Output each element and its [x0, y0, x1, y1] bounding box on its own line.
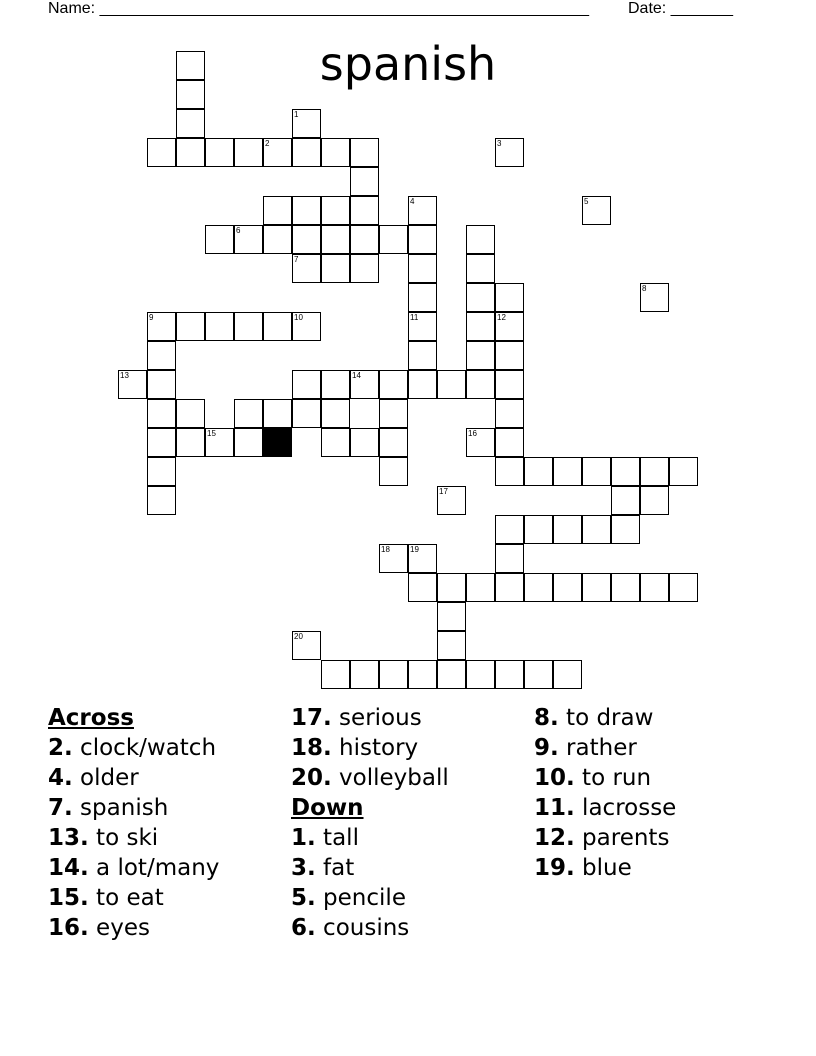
grid-cell[interactable] [408, 660, 437, 689]
clue-number: 7 [294, 255, 299, 264]
grid-cell[interactable] [118, 370, 147, 399]
grid-cell[interactable] [495, 399, 524, 428]
grid-cell[interactable] [466, 428, 495, 457]
grid-cell[interactable] [495, 660, 524, 689]
grid-cell[interactable] [292, 399, 321, 428]
clue-item-text: tall [315, 825, 359, 851]
clue-item-text: older [72, 765, 139, 791]
clue-item-number: 14. [48, 855, 89, 881]
clue-number: 20 [294, 632, 303, 641]
clue-item [291, 703, 449, 733]
grid-cell[interactable] [495, 138, 524, 167]
grid-cell[interactable] [408, 573, 437, 602]
clue-number: 8 [642, 284, 647, 293]
grid-cell[interactable] [582, 515, 611, 544]
clue-number: 12 [497, 313, 506, 322]
clue-number: 6 [236, 226, 241, 235]
grid-block [263, 428, 292, 457]
grid-cell[interactable] [408, 312, 437, 341]
grid-cell[interactable] [147, 428, 176, 457]
grid-cell[interactable] [379, 544, 408, 573]
grid-cell[interactable] [379, 660, 408, 689]
clue-item-text: to eat [88, 885, 164, 911]
clue-item-text: to draw [558, 705, 654, 731]
grid-cell[interactable] [292, 109, 321, 138]
clue-item [48, 883, 219, 913]
clue-item-number: 15. [48, 885, 89, 911]
clue-item [291, 883, 449, 913]
grid-cell[interactable] [466, 573, 495, 602]
grid-cell[interactable] [466, 370, 495, 399]
grid-cell[interactable] [292, 312, 321, 341]
clue-item-number: 13. [48, 825, 89, 851]
clue-item [534, 853, 676, 883]
clue-item-number: 10. [534, 765, 575, 791]
clue-item-number: 8. [534, 705, 559, 731]
grid-cell[interactable] [263, 312, 292, 341]
grid-cell[interactable] [553, 660, 582, 689]
grid-cell[interactable] [553, 515, 582, 544]
clue-item-number: 11. [534, 795, 575, 821]
grid-cell[interactable] [321, 660, 350, 689]
grid-cell[interactable] [553, 457, 582, 486]
clue-item-text: to run [574, 765, 652, 791]
grid-cell[interactable] [147, 370, 176, 399]
clue-number: 19 [410, 545, 419, 554]
grid-cell[interactable] [147, 399, 176, 428]
grid-cell[interactable] [408, 196, 437, 225]
clue-number: 3 [497, 139, 502, 148]
grid-cell[interactable] [408, 544, 437, 573]
grid-cell[interactable] [234, 312, 263, 341]
grid-cell[interactable] [350, 370, 379, 399]
grid-cell[interactable] [495, 312, 524, 341]
grid-cell[interactable] [205, 225, 234, 254]
grid-cell[interactable] [611, 486, 640, 515]
grid-cell[interactable] [321, 225, 350, 254]
grid-cell[interactable] [379, 457, 408, 486]
clue-item [48, 853, 219, 883]
clue-item [48, 793, 219, 823]
grid-cell[interactable] [263, 196, 292, 225]
grid-cell[interactable] [495, 283, 524, 312]
grid-cell[interactable] [292, 196, 321, 225]
clue-number: 15 [207, 429, 216, 438]
clue-item-number: 1. [291, 825, 316, 851]
grid-cell[interactable] [524, 573, 553, 602]
grid-cell[interactable] [437, 573, 466, 602]
clue-number: 13 [120, 371, 129, 380]
clue-item-text: fat [315, 855, 355, 881]
grid-cell[interactable] [408, 254, 437, 283]
clue-number: 10 [294, 313, 303, 322]
date-field[interactable]: Date: _______ [628, 0, 733, 17]
grid-cell[interactable] [234, 225, 263, 254]
clue-item-number: 20. [291, 765, 332, 791]
clue-item-text: lacrosse [574, 795, 677, 821]
clue-item [291, 853, 449, 883]
clue-number: 14 [352, 371, 361, 380]
grid-cell[interactable] [147, 312, 176, 341]
clue-item-number: 6. [291, 915, 316, 941]
grid-cell[interactable] [350, 660, 379, 689]
grid-cell[interactable] [408, 341, 437, 370]
grid-cell[interactable] [350, 167, 379, 196]
grid-cell[interactable] [263, 399, 292, 428]
grid-cell[interactable] [234, 428, 263, 457]
clue-number: 16 [468, 429, 477, 438]
grid-cell[interactable] [321, 196, 350, 225]
clue-item [291, 733, 449, 763]
grid-cell[interactable] [321, 399, 350, 428]
grid-cell[interactable] [640, 283, 669, 312]
grid-cell[interactable] [176, 51, 205, 80]
clue-item [291, 913, 449, 943]
clue-column-3 [534, 703, 676, 883]
clue-number: 5 [584, 197, 589, 206]
grid-cell[interactable] [321, 370, 350, 399]
grid-cell[interactable] [495, 515, 524, 544]
clue-item-number: 4. [48, 765, 73, 791]
clue-number: 9 [149, 313, 154, 322]
puzzle-title: spanish [319, 37, 497, 91]
clue-column-1 [48, 703, 219, 943]
clue-item-text: blue [574, 855, 632, 881]
clue-item-text: rather [558, 735, 637, 761]
grid-cell[interactable] [640, 573, 669, 602]
clue-item-text: history [331, 735, 419, 761]
grid-cell[interactable] [437, 602, 466, 631]
grid-cell[interactable] [495, 341, 524, 370]
grid-cell[interactable] [466, 283, 495, 312]
grid-cell[interactable] [350, 428, 379, 457]
grid-cell[interactable] [495, 544, 524, 573]
clue-item [48, 913, 219, 943]
grid-cell[interactable] [495, 428, 524, 457]
grid-cell[interactable] [379, 370, 408, 399]
clue-item-number: 12. [534, 825, 575, 851]
grid-cell[interactable] [437, 631, 466, 660]
clue-item [291, 763, 449, 793]
grid-cell[interactable] [234, 399, 263, 428]
clue-item-number: 18. [291, 735, 332, 761]
grid-cell[interactable] [466, 312, 495, 341]
name-field[interactable]: Name: _______________________________________________________ [48, 0, 589, 17]
grid-cell[interactable] [611, 515, 640, 544]
grid-cell[interactable] [292, 225, 321, 254]
grid-cell[interactable] [205, 138, 234, 167]
grid-cell[interactable] [524, 515, 553, 544]
grid-cell[interactable] [379, 399, 408, 428]
grid-cell[interactable] [611, 573, 640, 602]
grid-cell[interactable] [379, 428, 408, 457]
across-heading: Across [48, 705, 134, 731]
grid-cell[interactable] [582, 196, 611, 225]
clue-item-text: a lot/many [88, 855, 220, 881]
clue-item-text: to ski [88, 825, 159, 851]
grid-cell[interactable] [669, 457, 698, 486]
grid-cell[interactable] [350, 138, 379, 167]
grid-cell[interactable] [176, 109, 205, 138]
clue-item [534, 703, 676, 733]
grid-cell[interactable] [205, 312, 234, 341]
grid-cell[interactable] [466, 660, 495, 689]
grid-cell[interactable] [350, 225, 379, 254]
grid-cell[interactable] [640, 486, 669, 515]
grid-cell[interactable] [263, 225, 292, 254]
grid-cell[interactable] [640, 457, 669, 486]
grid-cell[interactable] [292, 254, 321, 283]
grid-cell[interactable] [669, 573, 698, 602]
grid-cell[interactable] [321, 428, 350, 457]
clue-item-number: 17. [291, 705, 332, 731]
clue-item-text: cousins [315, 915, 410, 941]
grid-cell[interactable] [147, 457, 176, 486]
grid-cell[interactable] [176, 80, 205, 109]
grid-cell[interactable] [495, 457, 524, 486]
grid-cell[interactable] [437, 660, 466, 689]
clue-item [48, 823, 219, 853]
grid-cell[interactable] [292, 138, 321, 167]
grid-cell[interactable] [147, 486, 176, 515]
clue-item [291, 823, 449, 853]
grid-cell[interactable] [292, 370, 321, 399]
clue-item-number: 3. [291, 855, 316, 881]
grid-cell[interactable] [495, 370, 524, 399]
grid-cell[interactable] [408, 370, 437, 399]
clue-column-2 [291, 703, 449, 943]
grid-cell[interactable] [176, 428, 205, 457]
grid-cell[interactable] [176, 312, 205, 341]
grid-cell[interactable] [553, 573, 582, 602]
clue-item [48, 763, 219, 793]
grid-cell[interactable] [437, 370, 466, 399]
down-heading: Down [291, 795, 364, 821]
grid-cell[interactable] [234, 138, 263, 167]
grid-cell[interactable] [408, 225, 437, 254]
grid-cell[interactable] [524, 457, 553, 486]
clue-item-text: pencile [315, 885, 406, 911]
grid-cell[interactable] [147, 341, 176, 370]
grid-cell[interactable] [176, 138, 205, 167]
grid-cell[interactable] [582, 457, 611, 486]
clue-item [534, 823, 676, 853]
grid-cell[interactable] [205, 428, 234, 457]
clue-number: 11 [410, 313, 419, 322]
clue-item [534, 733, 676, 763]
clue-item-number: 7. [48, 795, 73, 821]
grid-cell[interactable] [408, 283, 437, 312]
grid-cell[interactable] [495, 573, 524, 602]
clue-number: 2 [265, 139, 270, 148]
grid-cell[interactable] [321, 138, 350, 167]
clue-item-number: 5. [291, 885, 316, 911]
grid-cell[interactable] [524, 660, 553, 689]
grid-cell[interactable] [466, 341, 495, 370]
grid-cell[interactable] [466, 254, 495, 283]
clue-number: 18 [381, 545, 390, 554]
clue-item-text: volleyball [331, 765, 449, 791]
grid-cell[interactable] [379, 225, 408, 254]
clue-item [534, 793, 676, 823]
clue-item-number: 2. [48, 735, 73, 761]
grid-cell[interactable] [292, 631, 321, 660]
clue-number: 17 [439, 487, 448, 496]
grid-cell[interactable] [321, 254, 350, 283]
clue-item-number: 9. [534, 735, 559, 761]
clue-item-text: serious [331, 705, 422, 731]
clue-item [534, 763, 676, 793]
grid-cell[interactable] [350, 196, 379, 225]
clue-item-text: clock/watch [72, 735, 217, 761]
clue-item [48, 733, 219, 763]
clue-item-number: 19. [534, 855, 575, 881]
grid-cell[interactable] [466, 225, 495, 254]
clue-item-number: 16. [48, 915, 89, 941]
clue-number: 1 [294, 110, 299, 119]
grid-cell[interactable] [176, 399, 205, 428]
grid-cell[interactable] [611, 457, 640, 486]
clue-item-text: eyes [88, 915, 150, 941]
clue-item-text: spanish [72, 795, 169, 821]
grid-cell[interactable] [350, 254, 379, 283]
clue-number: 4 [410, 197, 415, 206]
grid-cell[interactable] [263, 138, 292, 167]
grid-cell[interactable] [147, 138, 176, 167]
grid-cell[interactable] [437, 486, 466, 515]
clue-item-text: parents [574, 825, 670, 851]
grid-cell[interactable] [582, 573, 611, 602]
